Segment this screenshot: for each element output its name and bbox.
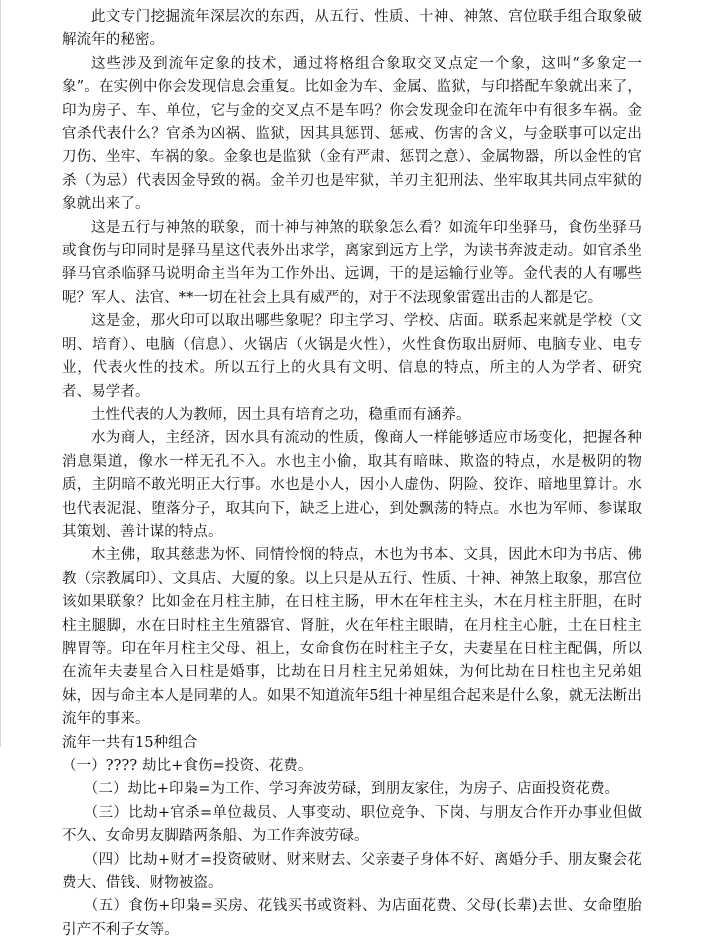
wuxing-metal-paragraph: 这些涉及到流年定象的技术，通过将格组合象取交叉点定一个象，这叫“多象定一象”。在实例中你会发现信息会重复。比如金为车、金属、监狱，与印搭配车象就出来了，印为房子、车、单位，它与金的交叉点不是车吗？你会发现金印在流年中有很多车祸。金官杀代表什么？官杀为凶祸、监狱，因其具惩罚、惩戒、伤害的含义，与金联事可以定出刀伤、坐牢、车祸的象。金象也是监狱（金有严肃、惩罚之意）、金属物器，所以金性的官杀（为忌）代表因金导致的祸。金羊刃也是牢狱，羊刃主犯刑法、坐牢取其共同点牢狱的象就出来了。	[62, 55, 642, 213]
wood-palace-paragraph: 木主佛，取其慈悲为怀、同情怜悯的特点，木也为书本、文具，因此木印为书店、佛教（宗教属印）、文具店、大厦的象。以上只是从五行、性质、十神、神煞上取象，那宫位该如果联象？比如金在月柱主肺，在日柱主肠，甲木在年柱主头，木在月柱主肝胆，在时柱主腿脚，水在日时柱主生殖器官、肾脏，火在年柱主眼睛，在月柱主心脏，土在日柱主脾胃等。印在年月柱主父母、祖上，女命食伤在时柱主子女，夫妻星在日柱主配偶，所以在流年夫妻星合入日柱是婚事，比劫在日月柱主兄弟姐妹，为何比劫在日柱也主兄弟姐妹，因与命主本人是同辈的人。如果不知道流年5组十神星组合起来是什么象，就无法断出流年的事来。	[62, 547, 642, 728]
fire-paragraph: 这是金，那火印可以取出哪些象呢？印主学习、学校、店面。联系起来就是学校（文明、培育）、电脑（信息）、火锅店（火锅是火性），火性食伤取出厨师、电脑专业、电专业，代表火性的技术。所以五行上的火具有文明、信息的特点，所主的人为学者、研究者、易学者。	[62, 313, 642, 400]
combinations-heading: 流年一共有15种组合	[62, 734, 198, 751]
intro-paragraph: 此文专门挖掘流年深层次的东西，从五行、性质、十神、神煞、宫位联手组合取象破解流年的秘密。	[62, 9, 642, 49]
combination-item-3: （三）比劫+官杀=单位裁员、人事变动、职位竞争、下岗、与朋友合作开办事业但做不久、女命男友脚踏两条船、为工作奔波劳碌。	[62, 804, 642, 845]
combination-item-2: （二）劫比+印枭=为工作、学习奔波劳碌，到朋友家住，为房子、店面投资花费。	[83, 781, 620, 798]
page-left-edge	[0, 0, 1, 747]
water-paragraph: 水为商人，主经济，因水具有流动的性质，像商人一样能够适应市场变化，把握各种消息渠道，像水一样无孔不入。水也主小偷，取其有暗昧、欺盗的特点，水是极阴的物质，主阴暗不敢光明正大行事。水也是小人，因小人虚伪、阴险、狡诈、暗地里算计。水也代表泥混、堕落分子，取其向下，缺乏上进心，到处飘荡的特点。水也为军师、参谋取其策划、善计谋的特点。	[62, 430, 642, 540]
combination-item-1: （一）???? 劫比+食伤=投资、花费。	[62, 758, 313, 774]
earth-paragraph: 土性代表的人为教师，因土具有培育之功，稳重而有涵养。	[91, 406, 471, 423]
combination-item-5: （五）食伤+印枭=买房、花钱买书或资料、为店面花费、父母(长辈)去世、女命堕胎引产不利子女等。	[62, 898, 642, 938]
combination-item-4: （四）比劫+财才=投资破财、财来财去、父亲妻子身体不好、离婚分手、朋友聚会花费大、借钱、财物被盗。	[62, 851, 642, 892]
document-body	[62, 6, 642, 942]
shensha-paragraph: 这是五行与神煞的联象，而十神与神煞的联象怎么看？如流年印坐驿马，食伤坐驿马或食伤与印同时是驿马星这代表外出求学，离家到远方上学，为读书奔波走动。如官杀坐驿马官杀临驿马说明命主当年为工作外出、远调，干的是运输行业等。金代表的人有哪些呢？军人、法官、**一切在社会上具有威严的，对于不法现象雷霆出击的人都是它。	[62, 219, 642, 306]
